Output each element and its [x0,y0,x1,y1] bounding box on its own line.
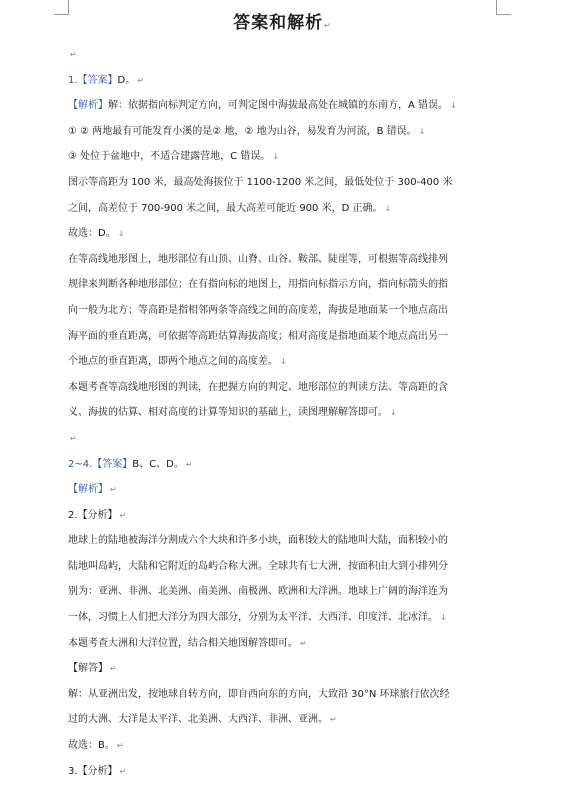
line-break-icon: ↓ [418,126,426,136]
line-text: 故选：D。 [68,228,116,240]
paragraph-mark-icon: ↵ [300,638,307,648]
line-text: 解：从亚洲出发，按地球自转方向，即自西向东的方向，大致沿 30°N 环球旅行依次经 [68,688,450,700]
text-line [68,42,508,68]
line-break-icon: ↓ [384,203,392,213]
text-line [68,93,508,119]
line-text: 【解答】 [68,663,108,675]
line-text: 在等高线地形图上，地形部位有山顶、山脊、山谷、鞍部、陡崖等，可根据等高线排列 [68,253,448,265]
text-line [68,528,508,554]
paragraph-mark-icon: ↵ [110,664,117,674]
line-text: 3.【分析】 [68,765,118,777]
line-text: 个地点的垂直距离，即两个地点之间的高度差。 [68,356,278,368]
paragraph-mark-icon: ↵ [110,485,117,495]
line-text: 义、海拔的估算、相对高度的计算等知识的基础上，读图理解解答即可。 [68,407,388,419]
line-text: 之间，高差位于 700-900 米之间，最大高差可能近 900 米，D 正确。 [68,202,383,214]
line-break-icon: ↓ [272,152,280,162]
line-text: 别为：亚洲、非洲、北美洲、南美洲、南极洲、欧洲和大洋洲。地球上广阔的海洋连为 [68,586,448,598]
text-line [68,682,508,708]
paragraph-mark-icon: ↵ [70,50,77,59]
paragraph-mark-icon: ↵ [119,766,127,776]
section-label: 【解析】 [68,484,108,496]
section-label: 【解析】 [68,100,108,112]
text-line [68,426,508,452]
line-text: B、C、D。 [132,458,184,470]
paragraph-mark-icon: ↵ [116,741,124,751]
line-text: 陆地叫岛屿，大陆和它附近的岛屿合称大洲。全球共有七大洲，按面积由大到小排列分 [68,560,448,572]
title-text: 答案和解析 [233,13,324,33]
line-text: ① ② 两地最有可能发育小溪的是② 地，② 地为山谷，易发育为河流，B 错误。 [68,125,417,137]
line-text: 解：依据指向标判定方向，可判定图中海拔最高处在城镇的东南方，A 错误。 [108,100,449,112]
text-line [68,503,508,529]
text-line [68,349,508,375]
line-text: 图示等高距为 100 米，最高处海拔位于 1100-1200 米之间，最低处位于 300-400 米 [68,176,453,188]
text-line [68,144,508,170]
text-line [68,759,508,785]
paragraph-mark-icon: ↵ [330,715,337,725]
section-label: 2~4.【答案】 [68,458,133,470]
line-text: 故选：B。 [68,740,115,752]
text-line [68,400,508,426]
line-text: 2.【分析】 [68,509,118,521]
text-line [68,221,508,247]
text-line [68,298,508,324]
line-text: 海平面的垂直距离，可依据等高距估算海拔高度；相对高度是指地面某个地点高出另一 [68,330,448,342]
text-line [68,119,508,145]
paragraph-mark-icon: ↵ [70,433,77,443]
line-text: 本题考查等高线地形图的判读，在把握方向的判定、地形部位的判读方法、等高距的含 [68,381,448,393]
text-line [68,707,508,733]
text-line [68,272,508,298]
text-line [68,631,508,657]
line-text: 地球上的陆地被海洋分割成六个大块和许多小块，面积较大的陆地叫大陆，面积较小的 [68,535,448,547]
document-body [68,42,508,784]
text-line [68,196,508,222]
line-text: 规律来判断各种地形部位；在有指向标的地图上，用指向标指示方向，指向标箭头的指 [68,279,448,291]
page-title [0,8,565,33]
text-line [68,579,508,605]
line-text: 向一般为北方；等高距是指相邻两条等高线之间的高度差，海拔是地面某一个地点高出 [68,304,448,316]
text-line [68,733,508,759]
paragraph-mark-icon: ↵ [137,75,144,85]
text-line [68,656,508,682]
text-line [68,247,508,273]
text-line [68,68,508,94]
text-line [68,554,508,580]
line-break-icon: ↓ [450,101,457,111]
text-line [68,605,508,631]
line-text: D。 [117,74,136,86]
line-text: 过的大洲、大洋是太平洋、北美洲、大西洋、非洲、亚洲。 [68,714,328,726]
line-break-icon: ↓ [280,357,287,367]
text-line [68,324,508,350]
text-line [68,170,508,196]
paragraph-mark-icon: ↵ [185,459,193,469]
text-line [68,477,508,503]
paragraph-mark-icon: ↵ [324,21,332,30]
line-text: ③ 处位于盆地中，不适合建露营地，C 错误。 [68,151,271,163]
line-break-icon: ↓ [117,229,125,239]
section-label: 1.【答案】 [68,74,118,86]
paragraph-mark-icon: ↵ [119,510,127,520]
text-line [68,452,508,478]
text-line [68,375,508,401]
line-break-icon: ↓ [390,408,397,418]
line-text: 本题考查大洲和大洋位置，结合相关地图解答即可。 [68,637,298,649]
line-break-icon: ↓ [440,613,447,623]
line-text: 一体，习惯上人们把大洋分为四大部分，分别为太平洋、大西洋、印度洋、北冰洋。 [68,612,438,624]
